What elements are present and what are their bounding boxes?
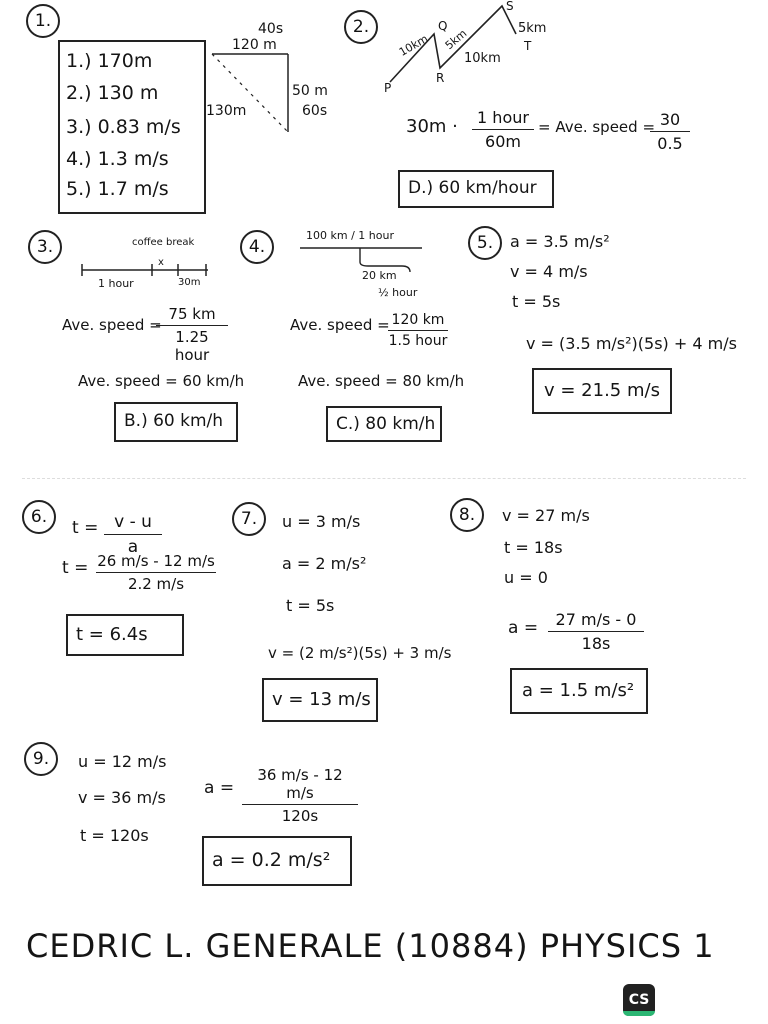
problem-5-equation: v = (3.5 m/s²)(5s) + 4 m/s — [526, 334, 737, 353]
answer-1-1: 1.) 170m — [66, 50, 153, 72]
problem-7-line-2: a = 2 m/s² — [282, 554, 367, 573]
problem-3-hour-label: 1 hour — [98, 277, 134, 290]
problem-4-answer: C.) 80 km/h — [336, 414, 436, 434]
problem-6-sub-numerator: 26 m/s - 12 m/s — [97, 552, 215, 570]
problem-9-line-1: u = 12 m/s — [78, 752, 167, 771]
problem-9-line-3: t = 120s — [80, 826, 149, 845]
problem-4-ave-label: Ave. speed = — [290, 316, 390, 334]
problem-4-half-label: ½ hour — [378, 286, 418, 299]
problem-3-timeline — [78, 262, 212, 278]
problem-3-result: Ave. speed = 60 km/h — [78, 372, 245, 390]
problem-8-answer: a = 1.5 m/s² — [522, 680, 635, 701]
student-name-footer: CEDRIC L. GENERALE (10884) PHYSICS 1 — [26, 927, 715, 965]
problem-2-number: 2. — [344, 10, 378, 44]
problem-7-answer-box — [262, 678, 378, 722]
diagram-1-diagonal: 130m — [206, 103, 247, 119]
problem-3-answer: B.) 60 km/h — [124, 411, 224, 431]
problem-3-fraction — [156, 305, 228, 364]
route-point-s: S — [506, 0, 514, 13]
problem-7-number: 7. — [232, 502, 266, 536]
problem-3-numerator: 75 km — [168, 305, 216, 323]
problem-5-answer: v = 21.5 m/s — [544, 380, 660, 401]
diagram-1-side-dist: 50 m — [292, 83, 328, 99]
problem-3-denominator: 1.25 hour — [174, 328, 210, 364]
problem-7-equation: v = (2 m/s²)(5s) + 3 m/s — [268, 644, 452, 662]
problem-9-number: 9. — [24, 742, 58, 776]
problem-9-lhs: a = — [204, 778, 235, 798]
route-point-r: R — [436, 71, 445, 85]
route-seg-1: 10km — [396, 32, 431, 59]
problem-5-number: 5. — [468, 226, 502, 260]
problem-7-line-3: t = 5s — [286, 596, 335, 615]
diagram-1-top-time: 40s — [258, 21, 284, 37]
problem-4-fraction — [388, 312, 448, 349]
problem-8-number: 8. — [450, 498, 484, 532]
problem-4-answer-box — [326, 406, 442, 442]
problem-6-number: 6. — [22, 500, 56, 534]
problem-2-answer: D.) 60 km/hour — [408, 178, 537, 198]
problem-9-denominator: 120s — [281, 807, 319, 825]
problem-8-denominator: 18s — [581, 634, 611, 653]
problem-9-answer: a = 0.2 m/s² — [212, 849, 331, 871]
problem-8-line-2: t = 18s — [504, 538, 563, 557]
problem-5-line-2: v = 4 m/s — [510, 262, 588, 281]
answer-1-2: 2.) 130 m — [66, 82, 159, 104]
camscanner-logo: CS — [623, 984, 655, 1016]
problem-2-ave-denominator: 0.5 — [657, 134, 683, 153]
problem-8-lhs: a = — [508, 618, 539, 638]
section-divider — [22, 478, 746, 479]
route-point-t: T — [524, 39, 532, 53]
problem-4-numerator: 120 km — [391, 312, 445, 328]
answer-1-3: 3.) 0.83 m/s — [66, 116, 181, 138]
problem-6-answer: t = 6.4s — [76, 624, 148, 645]
route-seg-2: 5km — [442, 26, 470, 53]
problem-9-line-2: v = 36 m/s — [78, 788, 166, 807]
problem-6-formula-lhs: t = — [72, 518, 99, 538]
problem-8-line-3: u = 0 — [504, 568, 548, 587]
diagram-1-side-time: 60s — [302, 103, 328, 119]
problem-2-conv-numerator: 1 hour — [477, 108, 529, 127]
problem-4-result: Ave. speed = 80 km/h — [298, 372, 465, 390]
route-point-q: Q — [438, 19, 448, 33]
problem-3-x-mark: x — [158, 257, 164, 268]
problem-6-formula-denominator: a — [127, 537, 139, 557]
problem-6-answer-box — [66, 614, 184, 656]
problem-3-ave-label: Ave. speed = — [62, 316, 162, 334]
problem-1-number: 1. — [26, 4, 60, 38]
route-seg-4: 5km — [518, 21, 547, 36]
problem-7-line-1: u = 3 m/s — [282, 512, 361, 531]
problem-5-line-3: t = 5s — [512, 292, 561, 311]
problem-3-coffee-break: coffee break — [132, 237, 195, 248]
answer-1-4: 4.) 1.3 m/s — [66, 148, 169, 170]
answer-1-5: 5.) 1.7 m/s — [66, 178, 169, 200]
problem-3-answer-box — [114, 402, 238, 442]
problem-6-sub-lhs: t = — [62, 558, 89, 578]
problem-5-answer-box — [532, 368, 672, 414]
problem-7-answer: v = 13 m/s — [272, 689, 371, 710]
problem-6-sub-fraction — [96, 552, 216, 593]
problem-6-sub-denominator: 2.2 m/s — [127, 575, 185, 593]
problem-6-formula-numerator: v - u — [114, 512, 152, 532]
problem-1-answer-box — [58, 40, 206, 214]
problem-4-denominator: 1.5 hour — [388, 333, 448, 349]
problem-6-formula-fraction — [104, 512, 162, 557]
problem-8-fraction — [548, 610, 644, 653]
route-seg-3: 10km — [464, 51, 501, 66]
problem-8-line-1: v = 27 m/s — [502, 506, 590, 525]
problem-2-conv-left: 30m · — [406, 116, 458, 137]
problem-8-answer-box — [510, 668, 648, 714]
problem-9-answer-box — [202, 836, 352, 886]
problem-2-conversion-fraction — [472, 108, 534, 151]
route-point-p: P — [384, 81, 392, 95]
diagram-1-top-dist: 120 m — [232, 37, 277, 53]
problem-2-ave-fraction — [650, 110, 690, 153]
problem-2-answer-box — [398, 170, 554, 208]
problem-3-number: 3. — [28, 230, 62, 264]
problem-8-numerator: 27 m/s - 0 — [555, 610, 637, 629]
problem-9-fraction — [242, 766, 358, 825]
problem-9-numerator: 36 m/s - 12 m/s — [257, 766, 343, 802]
problem-5-line-1: a = 3.5 m/s² — [510, 232, 610, 251]
problem-4-top-label: 100 km / 1 hour — [306, 229, 394, 242]
problem-4-number: 4. — [240, 230, 274, 264]
problem-2-ave-numerator: 30 — [659, 110, 681, 129]
problem-2-conv-denominator: 60m — [485, 132, 521, 151]
problem-2-ave-label: = Ave. speed = — [538, 118, 656, 136]
problem-3-min-label: 30m — [178, 277, 201, 288]
problem-4-mid-label: 20 km — [362, 269, 397, 282]
